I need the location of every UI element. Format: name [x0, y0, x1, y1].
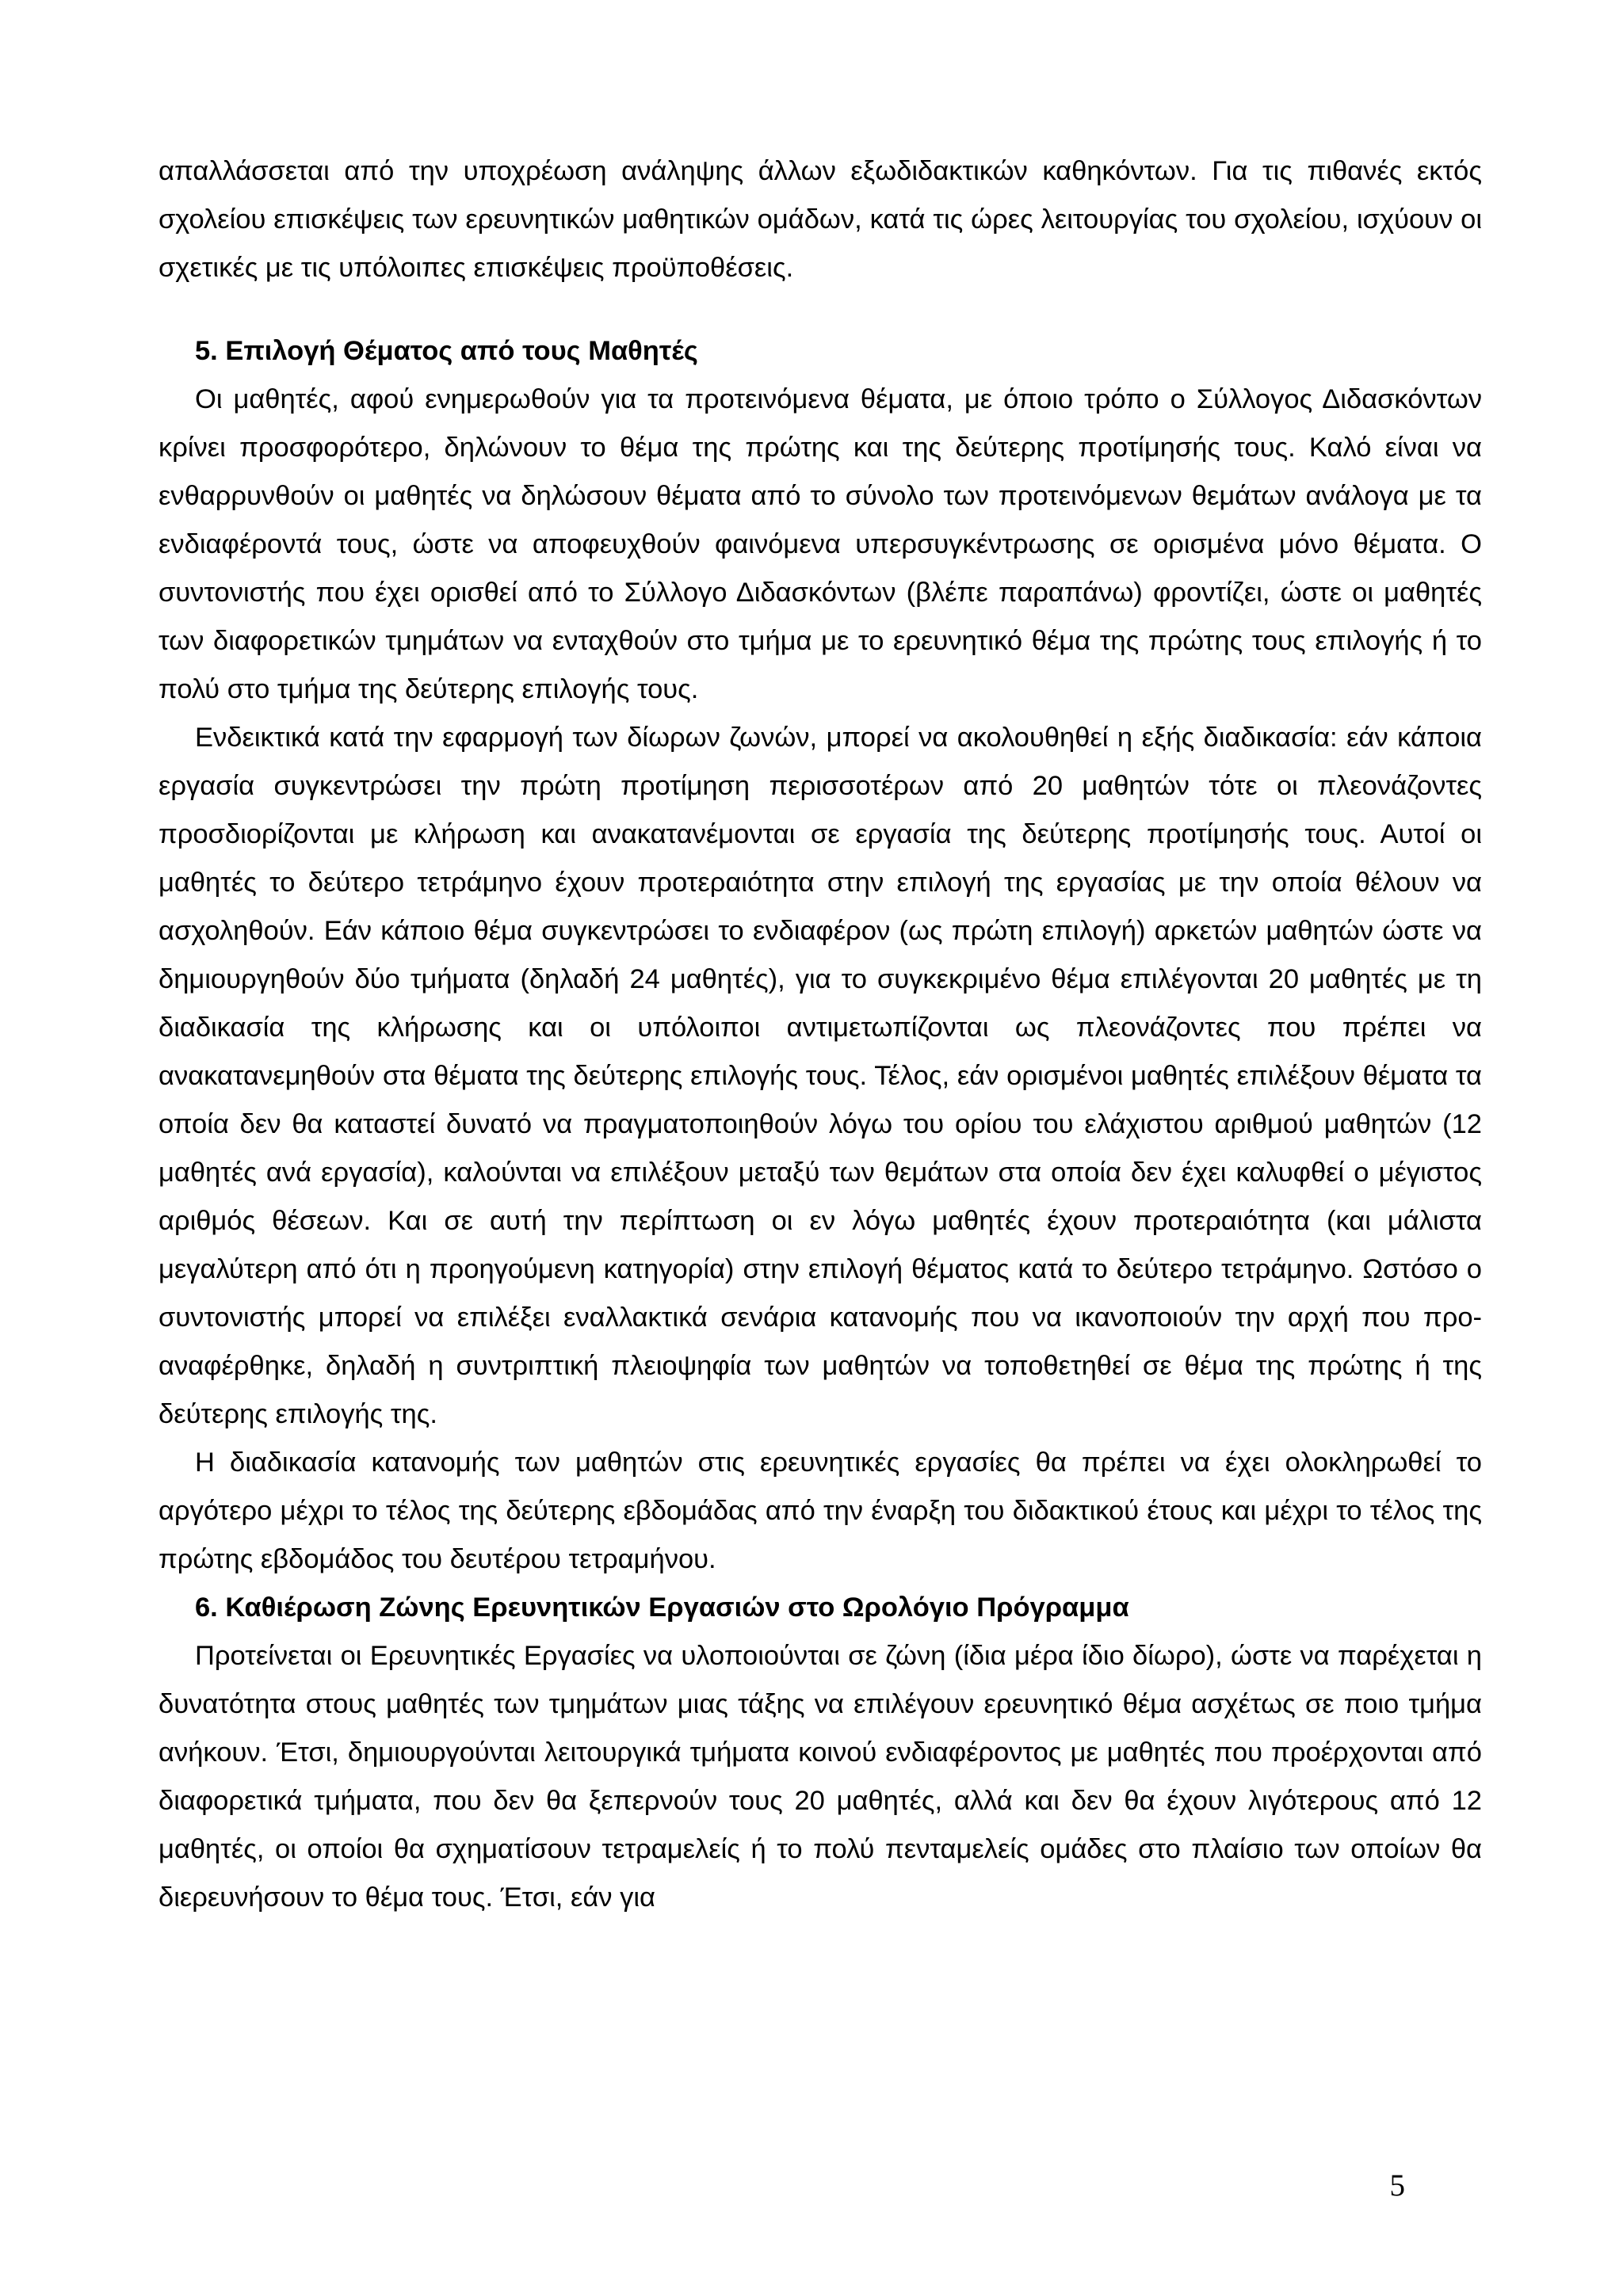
- document-page: [158, 147, 1482, 1922]
- paragraph-timetable-zone: Προτείνεται οι Ερευνητικές Εργασίες να υλοποιούνται σε ζώνη (ίδια μέρα ίδιο δίωρο), ώστε να παρέχεται η δυνατότητα στους μαθητές των τμημάτων μιας τάξης να επιλέγουν ερευνητικό θέμα ασχέτως σε ποιο τμήμα ανήκουν. Έτσι, δημιουργούνται λειτουργικά τμήματα κοινού ενδιαφέροντος με μαθητές που προέρχονται από διαφορετικά τμήματα, που δεν θα ξεπερνούν τους 20 μαθητές, αλλά και δεν θα έχουν λιγότερους από 12 μαθητές, οι οποίοι θα σχηματίσουν τετραμελείς ή το πολύ πενταμελείς ομάδες στο πλαίσιο των οποίων θα διερευνήσουν το θέμα τους. Έτσι, εάν για: [158, 1641, 1482, 1913]
- page-number: 5: [1389, 2168, 1405, 2203]
- paragraph-allocation-deadline: Η διαδικασία κατανομής των μαθητών στις ερευνητικές εργασίες θα πρέπει να έχει ολοκληρωθεί το αργότερο μέχρι το τέλος της δεύτερης εβδομάδας από την έναρξη του διδακτικού έτους και μέχρι το τέλος της πρώτης εβδομάδος του δευτέρου τετραμήνου.: [158, 1447, 1482, 1574]
- paragraph-allocation-procedure: Ενδεικτικά κατά την εφαρμογή των δίωρων ζωνών, μπορεί να ακολουθηθεί η εξής διαδικασία: εάν κάποια εργασία συγκεντρώσει την πρώτη προτίμηση περισσοτέρων από 20 μαθητών τότε οι πλεονάζοντες προσδιορίζονται με κλήρωση και ανακατανέμονται σε εργασία της δεύτερης προτίμησής τους. Αυτοί οι μαθητές το δεύτερο τετράμηνο έχουν προτεραιότητα στην επιλογή της εργασίας με την οποία θέλουν να ασχοληθούν. Εάν κάποιο θέμα συγκεντρώσει το ενδιαφέρον (ως πρώτη επιλογή) αρκετών μαθητών ώστε να δημιουργηθούν δύο τμήματα (δηλαδή 24 μαθητές), για το συγκεκριμένο θέμα επιλέγονται 20 μαθητές με τη διαδικασία της κλήρωσης και οι υπόλοιποι αντιμετωπίζονται ως πλεονάζοντες που πρέπει να ανακατανεμηθούν στα θέματα της δεύτερης επιλογής τους. Τέλος, εάν ορισμένοι μαθητές επιλέξουν θέματα τα οποία δεν θα καταστεί δυνατό να πραγματοποιηθούν λόγω του ορίου του ελάχιστου αριθμού μαθητών (12 μαθητές ανά εργασία), καλούνται να επιλέξουν μεταξύ των θεμάτων στα οποία δεν έχει καλυφθεί ο μέγιστος αριθμός θέσεων. Και σε αυτή την περίπτωση οι εν λόγω μαθητές έχουν προτεραιότητα (και μάλιστα μεγαλύτερη από ότι η προηγούμενη κατηγορία) στην επιλογή θέματος κατά το δεύτερο τετράμηνο. Ωστόσο ο συντονιστής μπορεί να επιλέξει εναλλακτικά σενάρια κατανομής που να ικανοποιούν την αρχή που προ-αναφέρθηκε, δηλαδή η συντριπτική πλειοψηφία των μαθητών να τοποθετηθεί σε θέμα της πρώτης ή της δεύτερης επιλογής της.: [158, 723, 1482, 1429]
- section-heading-5: 5. Επιλογή Θέματος από τους Μαθητές: [195, 336, 698, 366]
- paragraph-continuation: απαλλάσσεται από την υποχρέωση ανάληψης άλλων εξωδιδακτικών καθηκόντων. Για τις πιθανές εκτός σχολείου επισκέψεις των ερευνητικών μαθητικών ομάδων, κατά τις ώρες λειτουργίας του σχολείου, ισχύουν οι σχετικές με τις υπόλοιπες επισκέψεις προϋποθέσεις.: [158, 156, 1482, 283]
- paragraph-topic-selection: Οι μαθητές, αφού ενημερωθούν για τα προτεινόμενα θέματα, με όποιο τρόπο ο Σύλλογος Διδασκόντων κρίνει προσφορότερο, δηλώνουν το θέμα της πρώτης και της δεύτερης προτίμησής τους. Καλό είναι να ενθαρρυνθούν οι μαθητές να δηλώσουν θέματα από το σύνολο των προτεινόμενων θεμάτων ανάλογα με τα ενδιαφέροντά τους, ώστε να αποφευχθούν φαινόμενα υπερσυγκέντρωσης σε ορισμένα μόνο θέματα. Ο συντονιστής που έχει ορισθεί από το Σύλλογο Διδασκόντων (βλέπε παραπάνω) φροντίζει, ώστε οι μαθητές των διαφορετικών τμημάτων να ενταχθούν στο τμήμα με το ερευνητικό θέμα της πρώτης τους επιλογής ή το πολύ στο τμήμα της δεύτερης επιλογής τους.: [158, 384, 1482, 704]
- section-heading-6: 6. Καθιέρωση Ζώνης Ερευνητικών Εργασιών στο Ωρολόγιο Πρόγραμμα: [195, 1592, 1129, 1623]
